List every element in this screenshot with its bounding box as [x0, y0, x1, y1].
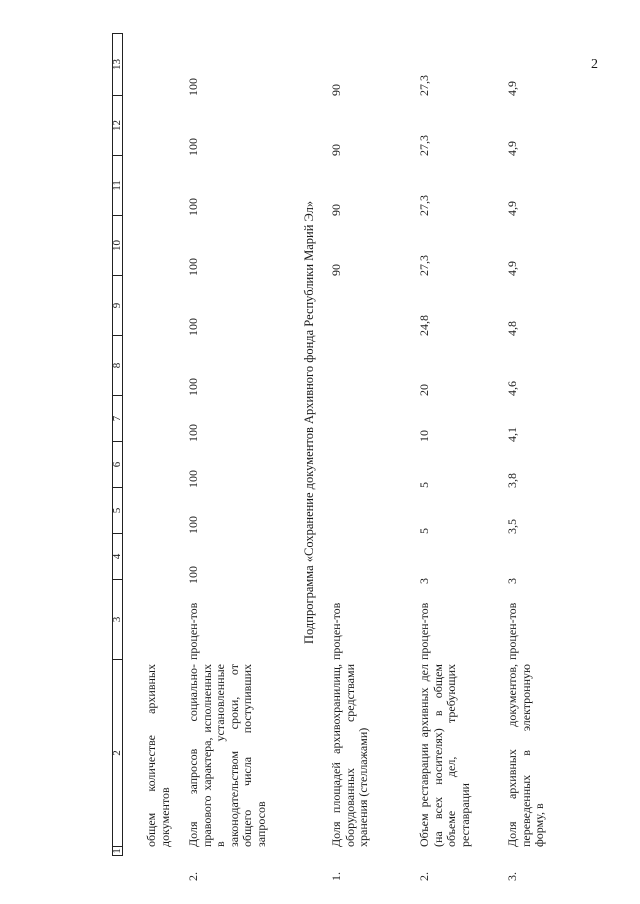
row-value: 27,3 [417, 135, 431, 156]
row-value: 4,1 [505, 427, 519, 442]
header-cell: 10 [113, 216, 123, 276]
row-value: 100 [186, 318, 200, 336]
row-value: 90 [329, 144, 343, 156]
row-value: 90 [329, 204, 343, 216]
row-value: 100 [186, 198, 200, 216]
row-value: 3,5 [505, 519, 519, 534]
row-value: 3,8 [505, 473, 519, 488]
row-value [330, 534, 418, 584]
row-value: 100 [186, 138, 200, 156]
row-value [145, 396, 187, 442]
header-cell: 7 [113, 396, 123, 442]
row-unit: процен-тов [186, 602, 200, 660]
header-row-table [112, 33, 123, 856]
row-unit: процен-тов [505, 602, 519, 660]
row-value [330, 442, 418, 488]
header-cell: 11 [113, 156, 123, 216]
header-cell: 4 [113, 534, 123, 580]
row-value [145, 34, 187, 96]
row-value: 20 [417, 384, 431, 396]
row-value [145, 276, 187, 336]
row-value: 100 [186, 516, 200, 534]
header-row [113, 34, 123, 856]
header-cell: 5 [113, 488, 123, 534]
row-number: 2. [186, 872, 200, 881]
row-name: Доля запросов социально-правового характера, исполненных в установленные законодательством сроки, от общего числа поступивших запросов [186, 664, 268, 847]
row-value: 100 [186, 378, 200, 396]
row-value: 27,3 [417, 75, 431, 96]
table-top [145, 34, 287, 884]
row-value [145, 336, 187, 396]
row-value: 5 [417, 482, 431, 488]
table-row [145, 34, 187, 884]
header-cell: 2 [113, 660, 123, 847]
row-unit: процен-тов [417, 602, 431, 660]
row-unit: процен-тов [329, 602, 343, 660]
row-value [330, 488, 418, 534]
row-value: 100 [186, 424, 200, 442]
row-value: 100 [186, 470, 200, 488]
row-value: 100 [186, 258, 200, 276]
row-number: 1. [329, 872, 343, 881]
header-cell: 6 [113, 442, 123, 488]
row-number: 3. [505, 872, 519, 881]
row-number [145, 847, 187, 884]
row-value [145, 156, 187, 216]
header-cell: 3 [113, 580, 123, 660]
row-name: Доля архивных документов, переведенных в электронную форму, в [505, 664, 546, 847]
row-value [145, 534, 187, 584]
row-value: 3 [417, 578, 431, 584]
table-row [506, 34, 594, 884]
row-value [145, 216, 187, 276]
header-cell: 12 [113, 96, 123, 156]
table-row [330, 34, 418, 884]
row-value: 10 [417, 430, 431, 442]
row-name: Объем реставрации архивных дел (на всех носителях) в общем объеме дел, требующих реставрации [417, 664, 472, 847]
header-cell: 13 [113, 34, 123, 96]
row-value: 100 [186, 78, 200, 96]
row-name: общем количестве архивных документов [144, 664, 172, 847]
row-value: 90 [329, 84, 343, 96]
row-value: 4,9 [505, 201, 519, 216]
row-value: 4,9 [505, 81, 519, 96]
row-value [145, 442, 187, 488]
row-unit [145, 584, 187, 660]
row-value: 27,3 [417, 255, 431, 276]
table-bottom [330, 34, 594, 884]
table-row [187, 34, 287, 884]
row-value: 5 [417, 528, 431, 534]
row-value: 27,3 [417, 195, 431, 216]
row-value: 4,6 [505, 381, 519, 396]
page-number: 2 [591, 57, 598, 72]
table-row [418, 34, 506, 884]
header-cell: 1 [111, 848, 123, 854]
subprogram-title: Подпрограмма «Сохранение документов Архивного фонда Республики Марий Эл» [302, 200, 316, 644]
row-value [330, 336, 418, 396]
row-name: Доля площадей архивохранилищ, оборудованных средствами хранения (стеллажами) [329, 664, 370, 847]
row-value [330, 276, 418, 336]
row-value: 3 [505, 578, 519, 584]
row-value: 4,9 [505, 261, 519, 276]
row-value: 4,9 [505, 141, 519, 156]
row-value [330, 396, 418, 442]
row-value: 4,8 [505, 321, 519, 336]
row-value [145, 96, 187, 156]
row-value: 100 [186, 566, 200, 584]
header-cell: 9 [113, 276, 123, 336]
row-value [145, 488, 187, 534]
row-number: 2. [417, 872, 431, 881]
row-value: 24,8 [417, 315, 431, 336]
row-value: 90 [329, 264, 343, 276]
header-cell: 8 [113, 336, 123, 396]
